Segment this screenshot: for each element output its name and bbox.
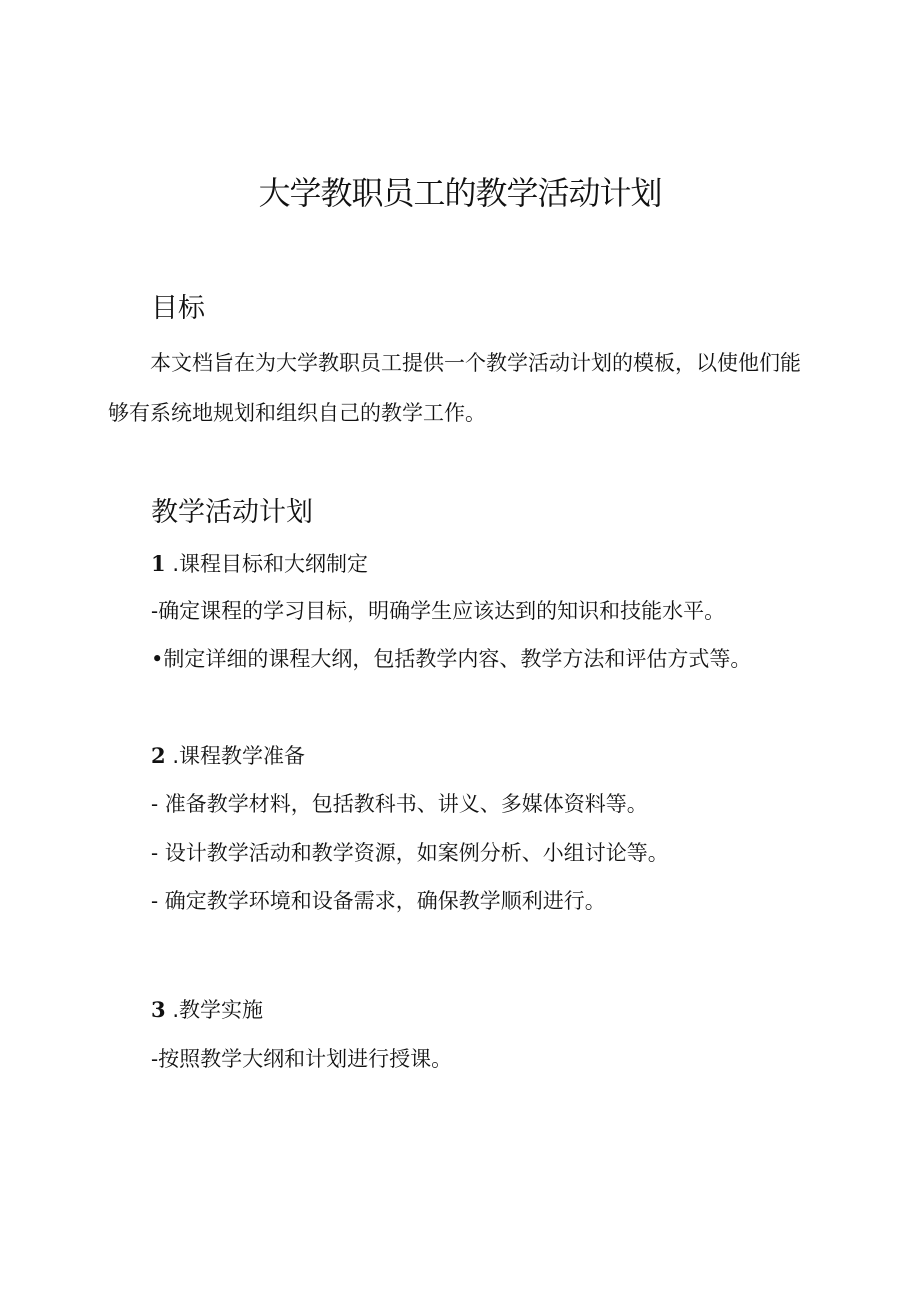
subsection-heading-1 bbox=[151, 549, 368, 579]
subsection-title: .课程教学准备 bbox=[172, 744, 305, 768]
section-heading-plan: 教学活动计划 bbox=[151, 497, 313, 528]
list-item: - 准备教学材料，包括教科书、讲义、多媒体资料等。 bbox=[151, 792, 648, 816]
document-title: 大学教职员工的教学活动计划 bbox=[258, 174, 662, 212]
subsection-number: 1 bbox=[151, 551, 166, 576]
section-heading-objective: 目标 bbox=[151, 293, 205, 324]
list-item: -确定课程的学习目标，明确学生应该达到的知识和技能水平。 bbox=[151, 599, 726, 623]
subsection-number: 3 bbox=[151, 997, 166, 1022]
subsection-title: .教学实施 bbox=[172, 998, 263, 1022]
list-item: - 设计教学活动和教学资源，如案例分析、小组讨论等。 bbox=[151, 841, 669, 865]
list-item: - 确定教学环境和设备需求，确保教学顺利进行。 bbox=[151, 889, 606, 913]
list-item: •制定详细的课程大纲，包括教学内容、教学方法和评估方式等。 bbox=[151, 647, 752, 671]
subsection-heading-2 bbox=[151, 741, 305, 771]
objective-paragraph: 本文档旨在为大学教职员工提供一个教学活动计划的模板，以使他们能够有系统地规划和组织自己的教学工作。 bbox=[108, 351, 801, 425]
subsection-number: 2 bbox=[151, 743, 166, 768]
subsection-heading-3 bbox=[151, 995, 263, 1025]
subsection-title: .课程目标和大纲制定 bbox=[172, 552, 368, 576]
list-item: -按照教学大纲和计划进行授课。 bbox=[151, 1047, 453, 1071]
